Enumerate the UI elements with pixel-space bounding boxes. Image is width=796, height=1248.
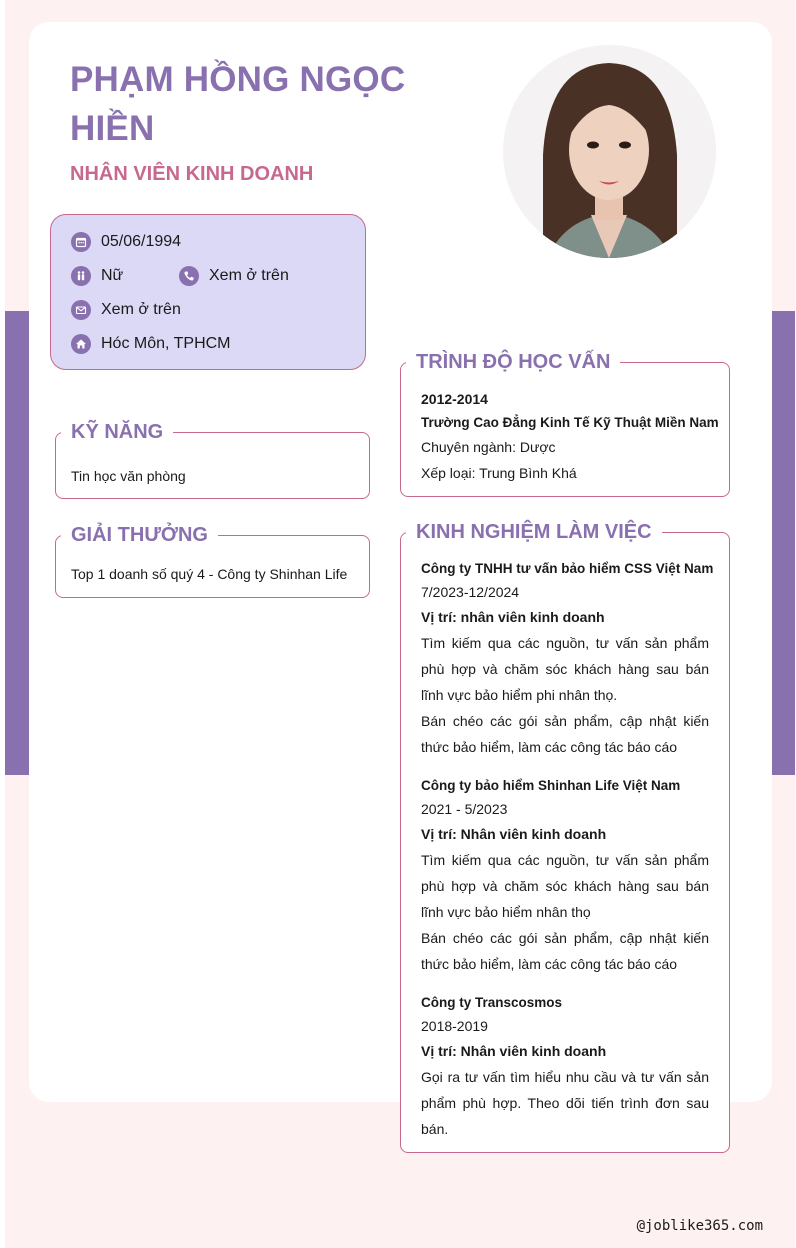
skills-section [55, 421, 370, 499]
job-period: 7/2023-12/2024 [421, 584, 520, 600]
job-period: 2021 - 5/2023 [421, 801, 508, 817]
job-description: Tìm kiếm qua các nguồn, tư vấn sản phẩm phù hợp và chăm sóc khách hàng sau bán lĩnh vực bảo hiểm nhân thọ [421, 852, 709, 920]
job-company: Công ty Transcosmos [421, 995, 563, 1010]
email-text[interactable]: Xem ở trên [101, 301, 181, 318]
education-section [400, 351, 730, 497]
education-major: Chuyên ngành: Dược [421, 439, 556, 455]
address-text: Hóc Môn, TPHCM [101, 335, 231, 352]
footer-watermark: @joblike365.com [636, 1218, 763, 1234]
experience-section [400, 521, 730, 1153]
email-icon [71, 300, 91, 320]
gender-text: Nữ [101, 267, 124, 284]
calendar-icon [71, 232, 91, 252]
education-period: 2012-2014 [421, 391, 488, 407]
gender-icon [71, 266, 91, 286]
contact-email-row [71, 300, 181, 320]
job-description: Gọi ra tư vấn tìm hiểu nhu cầu và tư vấn sản phẩm phù hợp. Theo dõi tiến trình đơn sau bán. [421, 1069, 709, 1137]
candidate-title: NHÂN VIÊN KINH DOANH [70, 163, 314, 185]
job-description: Bán chéo các gói sản phẩm, cập nhật kiến thức bảo hiểm, làm các công tác báo cáo [421, 713, 709, 755]
job-company: Công ty bảo hiểm Shinhan Life Việt Nam [421, 778, 681, 793]
profile-photo [503, 45, 716, 258]
skill-item: Tin học văn phòng [71, 468, 186, 484]
awards-section [55, 524, 370, 598]
skills-heading: KỸ NĂNG [61, 419, 173, 445]
education-school: Trường Cao Đẳng Kinh Tế Kỹ Thuật Miền Nam [421, 415, 719, 430]
contact-gender-row [71, 266, 123, 286]
job-period: 2018-2019 [421, 1018, 488, 1034]
decorative-band-left [5, 311, 29, 775]
education-heading: TRÌNH ĐỘ HỌC VẤN [406, 349, 620, 375]
contact-phone-row [179, 266, 289, 286]
job-description: Bán chéo các gói sản phẩm, cập nhật kiến thức bảo hiểm, làm các công tác báo cáo [421, 930, 709, 972]
contact-address-row [71, 334, 231, 354]
decorative-band-right [772, 311, 795, 775]
job-company: Công ty TNHH tư vấn bảo hiểm CSS Việt Nam [421, 561, 714, 576]
candidate-name: PHẠM HỒNG NGỌC HIỀN [70, 60, 406, 148]
phone-icon [179, 266, 199, 286]
experience-heading: KINH NGHIỆM LÀM VIỆC [406, 519, 662, 545]
job-position: Vị trí: Nhân viên kinh doanh [421, 826, 607, 842]
award-item: Top 1 doanh số quý 4 - Công ty Shinhan Life [71, 566, 348, 582]
job-position: Vị trí: nhân viên kinh doanh [421, 609, 605, 625]
contact-info-box [50, 214, 366, 370]
birthday-text: 05/06/1994 [101, 233, 182, 250]
awards-heading: GIẢI THƯỞNG [61, 522, 218, 548]
education-grade: Xếp loại: Trung Bình Khá [421, 465, 577, 481]
job-position: Vị trí: Nhân viên kinh doanh [421, 1043, 607, 1059]
contact-birthday-row [71, 232, 181, 252]
job-description: Tìm kiếm qua các nguồn, tư vấn sản phẩm phù hợp và chăm sóc khách hàng sau bán lĩnh vực bảo hiểm phi nhân thọ. [421, 635, 709, 703]
phone-text[interactable]: Xem ở trên [209, 267, 289, 284]
home-icon [71, 334, 91, 354]
